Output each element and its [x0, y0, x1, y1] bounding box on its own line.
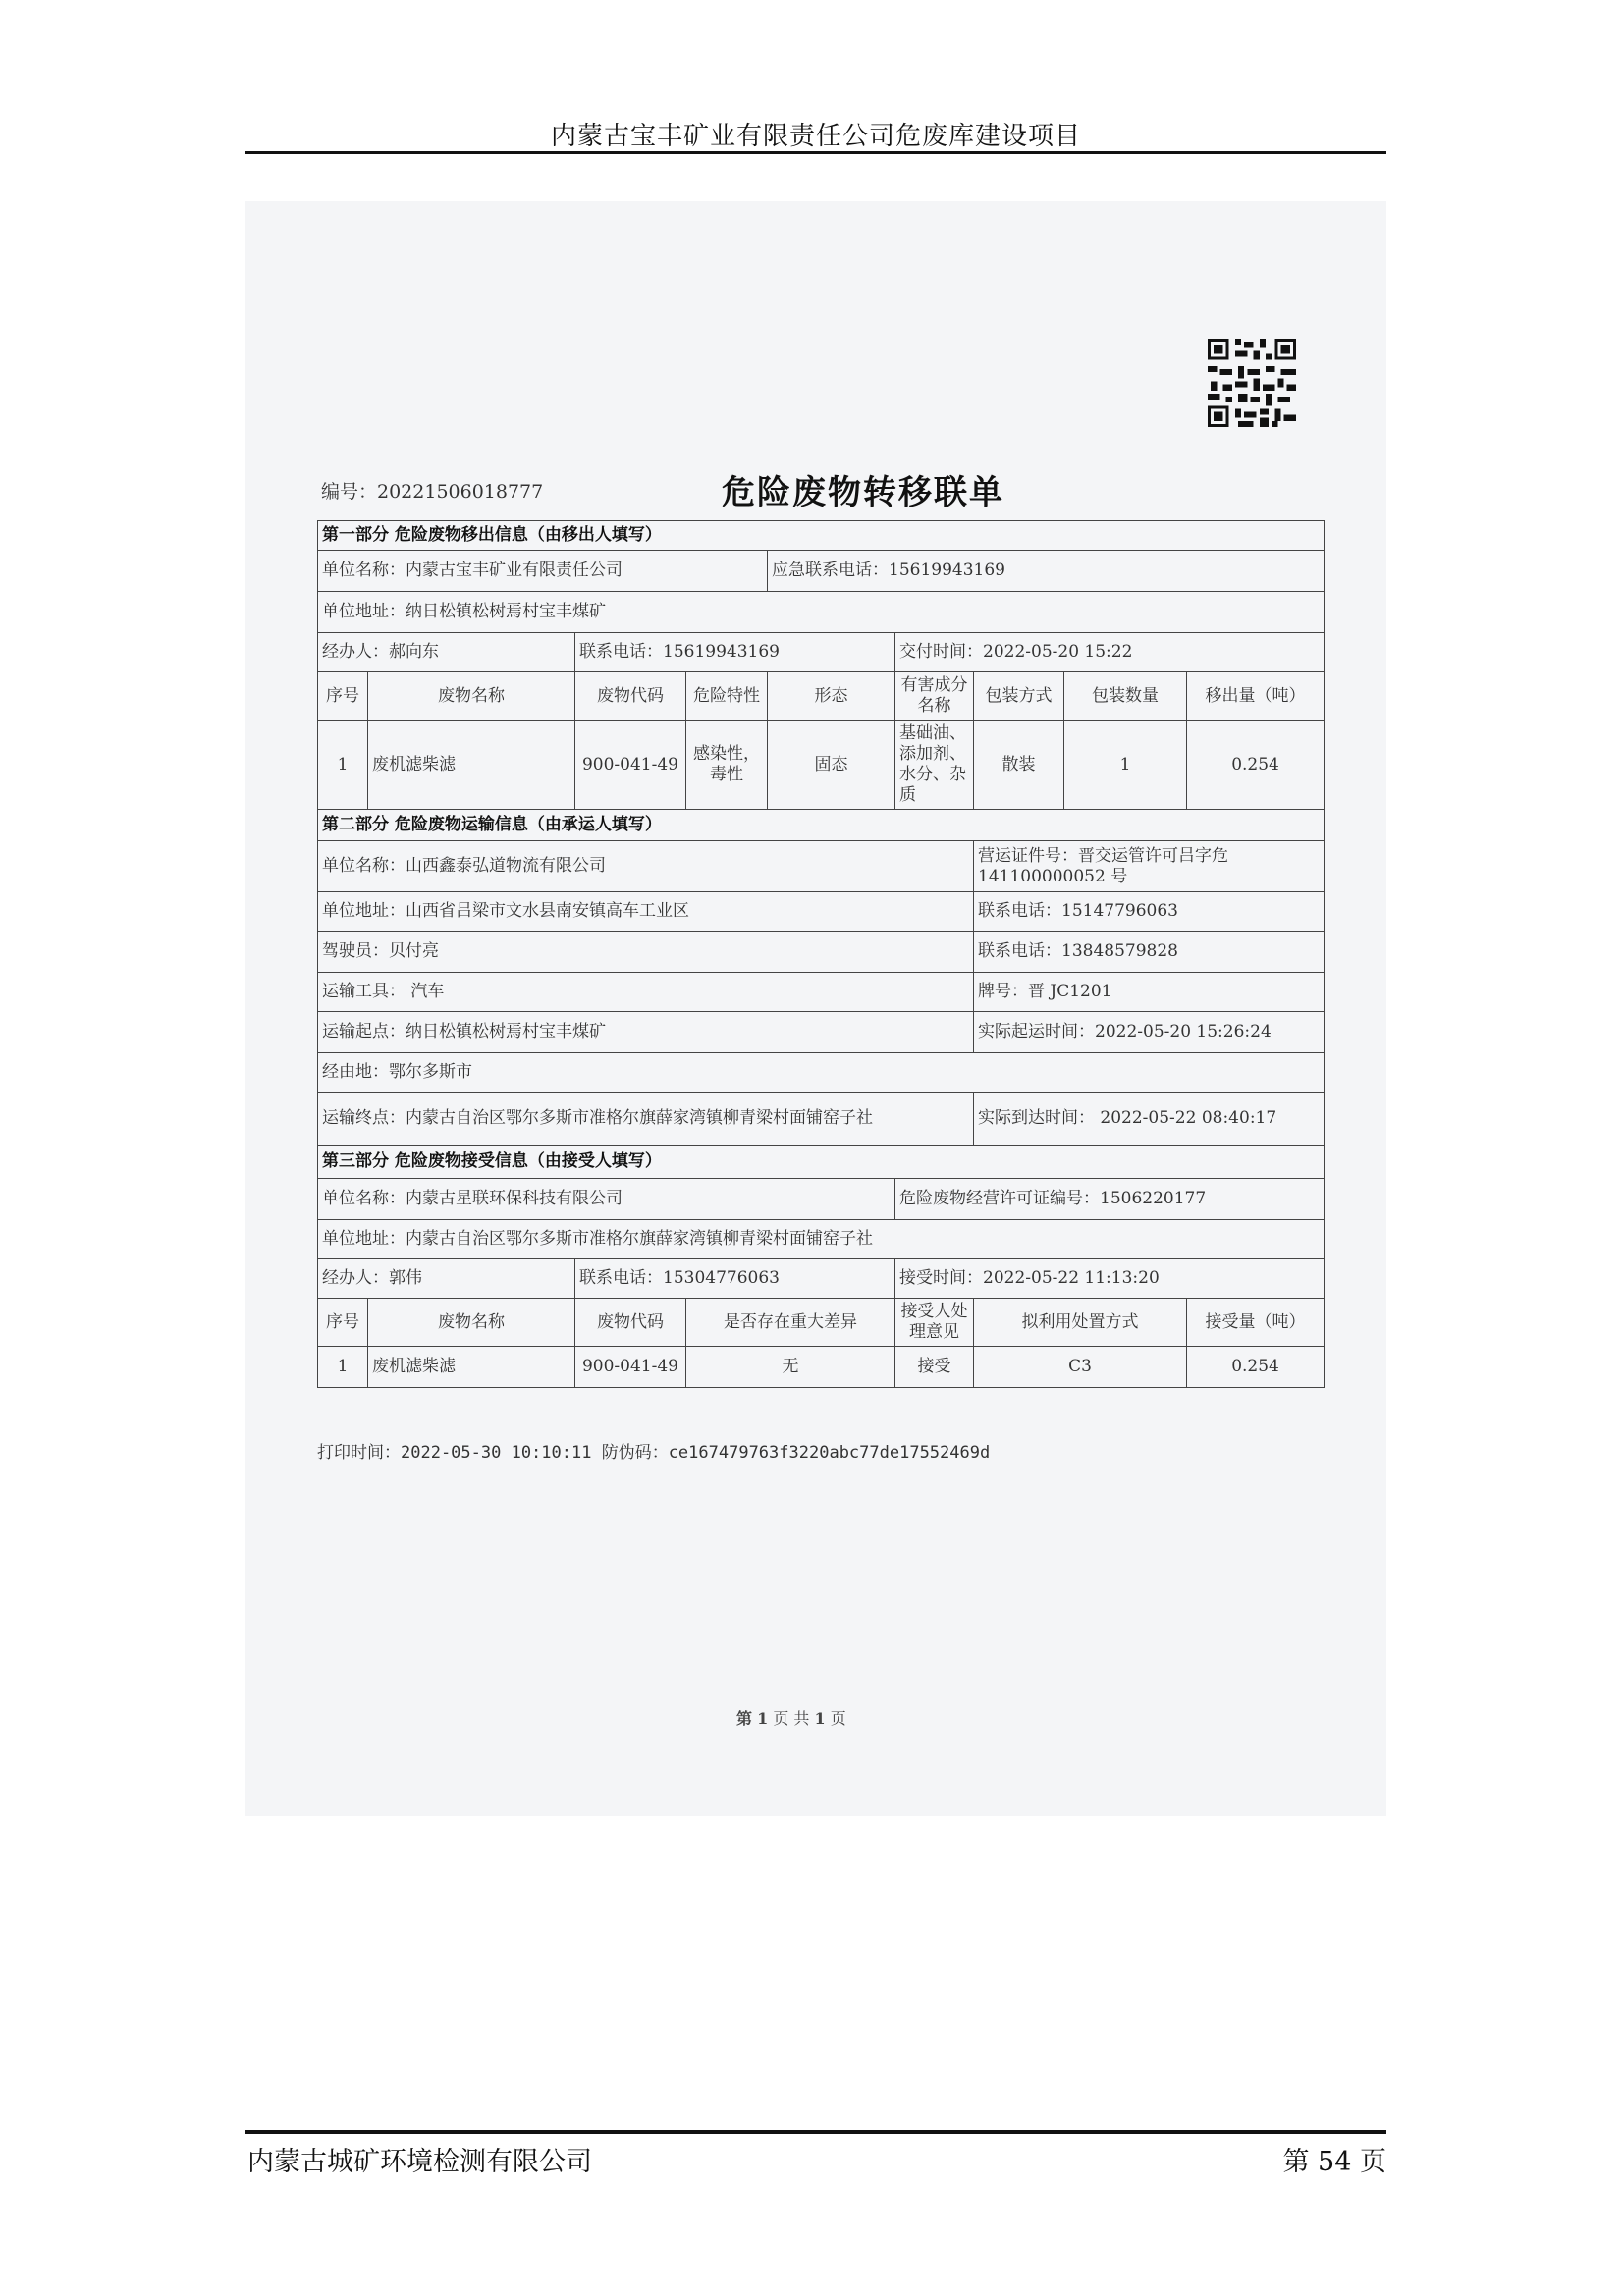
part2-destination: 运输终点：内蒙古自治区鄂尔多斯市准格尔旗薛家湾镇柳青梁村面铺窑子社 — [318, 1093, 974, 1146]
col-header: 接受量（吨） — [1187, 1299, 1325, 1347]
cell-index: 1 — [318, 1347, 368, 1388]
cell-pack-qty: 1 — [1064, 721, 1187, 810]
document-number: 编号：20221506018777 — [321, 481, 544, 503]
col-header: 是否存在重大差异 — [686, 1299, 895, 1347]
part1-column-header-row — [318, 672, 1325, 721]
part3-handler: 经办人：郭伟 — [318, 1259, 575, 1299]
part3-unit-name: 单位名称：内蒙古星联环保科技有限公司 — [318, 1179, 895, 1220]
col-header: 废物代码 — [575, 672, 686, 721]
col-header: 废物名称 — [368, 672, 575, 721]
part2-vehicle: 运输工具： 汽车 — [318, 973, 974, 1012]
part3-heading: 第三部分 危险废物接受信息（由接受人填写） — [318, 1146, 1325, 1179]
col-header: 移出量（吨） — [1187, 672, 1325, 721]
part2-phone2: 联系电话：13848579828 — [974, 932, 1325, 973]
cell-disposal: C3 — [974, 1347, 1187, 1388]
part2-via: 经由地：鄂尔多斯市 — [318, 1053, 1325, 1093]
table-row — [318, 721, 1325, 810]
part1-delivery-time: 交付时间：2022-05-20 15:22 — [895, 633, 1325, 672]
part2-unit-name: 单位名称：山西鑫泰弘道物流有限公司 — [318, 841, 974, 892]
part1-heading-row — [318, 521, 1325, 551]
col-header: 包装方式 — [974, 672, 1064, 721]
page-header-title: 内蒙古宝丰矿业有限责任公司危废库建设项目 — [550, 122, 1081, 151]
part2-arrive-time: 实际到达时间： 2022-05-22 08:40:17 — [974, 1093, 1325, 1146]
cell-hazard: 感染性，毒性 — [686, 721, 768, 810]
footer-divider — [245, 2130, 1386, 2134]
cell-waste-name: 废机滤柴滤 — [368, 721, 575, 810]
table-row — [318, 1347, 1325, 1388]
inner-page-label: 页 共 — [773, 1709, 810, 1728]
inner-page-total: 1 — [814, 1709, 826, 1728]
col-header: 废物名称 — [368, 1299, 575, 1347]
header-divider — [245, 151, 1386, 154]
cell-form: 固态 — [768, 721, 895, 810]
part2-plate: 牌号：晋 JC1201 — [974, 973, 1325, 1012]
part1-heading: 第一部分 危险废物移出信息（由移出人填写） — [318, 521, 1325, 551]
document-title: 危险废物转移联单 — [722, 473, 1004, 512]
part3-receive-time: 接受时间：2022-05-22 11:13:20 — [895, 1259, 1325, 1299]
footer-page-number: 第 54 页 — [1282, 2147, 1386, 2177]
part2-license: 营运证件号：晋交运管许可吕字危141100000052 号 — [974, 841, 1325, 892]
col-header: 接受人处理意见 — [895, 1299, 974, 1347]
part2-unit-address: 单位地址：山西省吕梁市文水县南安镇高车工业区 — [318, 892, 974, 932]
cell-difference: 无 — [686, 1347, 895, 1388]
col-header: 包装数量 — [1064, 672, 1187, 721]
cell-opinion: 接受 — [895, 1347, 974, 1388]
col-header: 废物代码 — [575, 1299, 686, 1347]
cell-waste-code: 900-041-49 — [575, 721, 686, 810]
cell-received-qty: 0.254 — [1187, 1347, 1325, 1388]
transfer-form-table — [317, 520, 1325, 1388]
cell-waste-code: 900-041-49 — [575, 1347, 686, 1388]
inner-page-number — [736, 1706, 846, 1729]
part2-driver: 驾驶员：贝付亮 — [318, 932, 974, 973]
col-header: 形态 — [768, 672, 895, 721]
cell-packing: 散装 — [974, 721, 1064, 810]
col-header: 危险特性 — [686, 672, 768, 721]
qr-code-icon — [1208, 339, 1296, 427]
part3-column-header-row — [318, 1299, 1325, 1347]
footer-company: 内蒙古城矿环境检测有限公司 — [247, 2147, 592, 2177]
cell-components: 基础油、添加剂、水分、杂质 — [895, 721, 974, 810]
col-header: 序号 — [318, 672, 368, 721]
part2-origin: 运输起点：纳日松镇松树焉村宝丰煤矿 — [318, 1012, 974, 1053]
part3-unit-address: 单位地址：内蒙古自治区鄂尔多斯市准格尔旗薛家湾镇柳青梁村面铺窑子社 — [318, 1220, 1325, 1259]
part1-phone: 联系电话：15619943169 — [575, 633, 895, 672]
cell-index: 1 — [318, 721, 368, 810]
part3-permit: 危险废物经营许可证编号：1506220177 — [895, 1179, 1325, 1220]
part1-handler: 经办人：郝向东 — [318, 633, 575, 672]
col-header: 序号 — [318, 1299, 368, 1347]
inner-page-num: 1 — [757, 1709, 769, 1728]
inner-page-label: 第 — [736, 1709, 753, 1728]
part3-phone: 联系电话：15304776063 — [575, 1259, 895, 1299]
cell-out-qty: 0.254 — [1187, 721, 1325, 810]
print-info: 打印时间：2022-05-30 10:10:11 防伪码：ce167479763f3220abc77de17552469d — [317, 1443, 991, 1463]
part2-heading: 第二部分 危险废物运输信息（由承运人填写） — [318, 810, 1325, 841]
col-header: 拟利用处置方式 — [974, 1299, 1187, 1347]
part2-phone1: 联系电话：15147796063 — [974, 892, 1325, 932]
inner-page-label: 页 — [830, 1709, 846, 1728]
part1-unit-name: 单位名称：内蒙古宝丰矿业有限责任公司 — [318, 551, 768, 592]
col-header: 有害成分名称 — [895, 672, 974, 721]
cell-waste-name: 废机滤柴滤 — [368, 1347, 575, 1388]
part1-emergency-phone: 应急联系电话：15619943169 — [768, 551, 1325, 592]
part2-start-time: 实际起运时间：2022-05-20 15:26:24 — [974, 1012, 1325, 1053]
part1-unit-address: 单位地址：纳日松镇松树焉村宝丰煤矿 — [318, 592, 1325, 633]
